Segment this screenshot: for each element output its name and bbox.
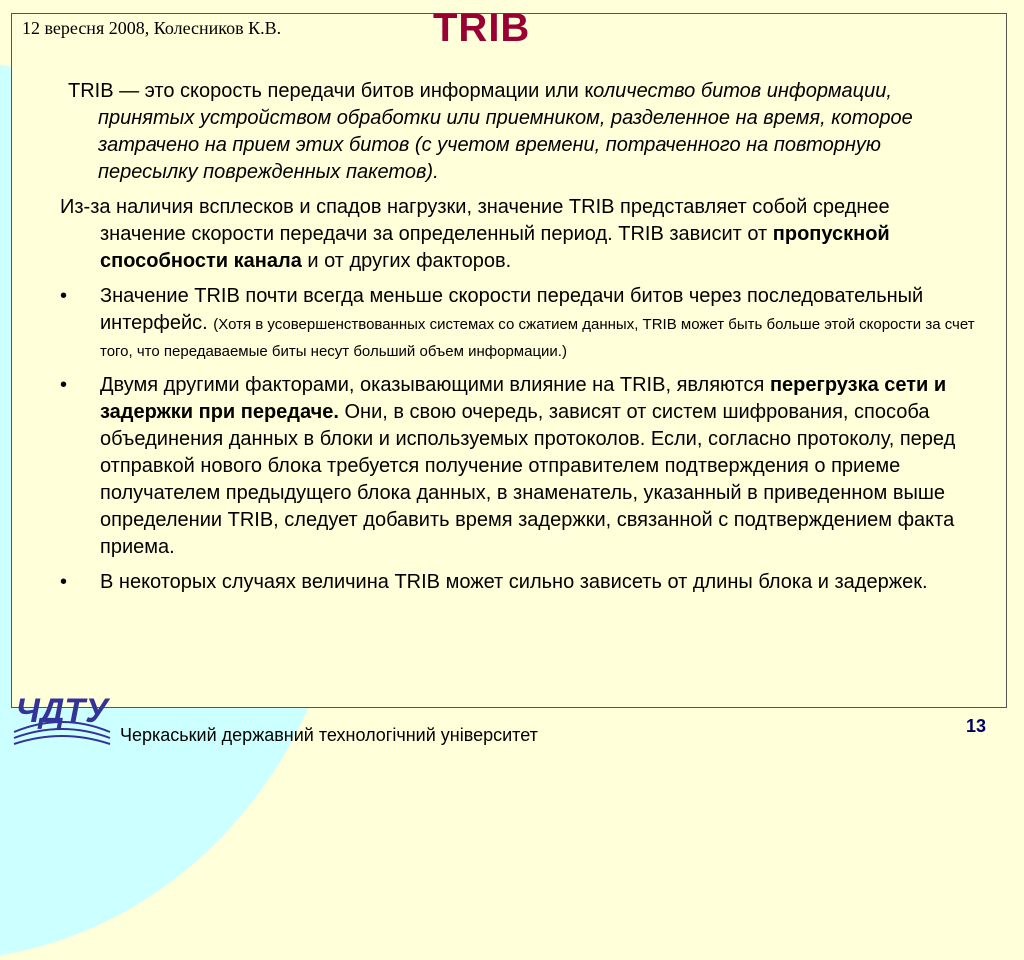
bullet-2-part1: Двумя другими факторами, оказывающими влияние на TRIB, являются <box>100 374 770 396</box>
definition-italic: оличество битов информации, принятых устройством обработки или приемником, разделенное на время, которое затрачено на прием этих битов (с учетом времени, потраченного на повторную пересылку поврежденных пакетов). <box>98 80 913 183</box>
bullet-2-part2: Они, в свою очередь, зависят от систем шифрования, способа объединения данных в блоки и используемых протоколов. Если, согласно протоколу, перед отправкой нового блока требуется получение отправителем подтверждения о приеме получателем предыдущего блока данных, в знаменатель, указанный в приведенном выше определении TRIB, следует добавить время задержки, связанной с подтверждением факта приема. <box>100 401 956 558</box>
slide-content <box>60 78 980 604</box>
definition-paragraph <box>60 78 980 186</box>
paragraph-load-bold: пропускной способности канала <box>100 223 890 272</box>
bullet-mark: • <box>60 571 68 593</box>
university-logo-icon <box>12 682 112 748</box>
bullet-3-text: В некоторых случаях величина TRIB может сильно зависеть от длины блока и задержек. <box>100 571 928 593</box>
paragraph-load-part1: Из-за наличия всплесков и спадов нагрузки, значение TRIB представляет собой среднее значение скорости передачи за определенный период. TRIB зависит от <box>60 196 890 245</box>
bullet-1-note: (Хотя в усовершенствованных системах со сжатием данных, TRIB может быть больше этой скорости за счет того, что передаваемые биты несут больший объем информации.) <box>100 316 975 360</box>
bullet-mark: • <box>60 374 68 396</box>
definition-normal: TRIB — это скорость передачи битов информации или к <box>68 80 594 102</box>
bullet-item-2 <box>60 372 980 561</box>
bullet-item-1 <box>60 283 980 364</box>
slide-title: TRIB <box>433 6 531 50</box>
university-name: Черкаський державний технологічний університет <box>120 725 538 745</box>
bullet-item-3 <box>60 569 980 596</box>
bullet-mark: • <box>60 285 68 307</box>
page-number: 13 <box>966 716 987 736</box>
paragraph-load <box>0 194 980 275</box>
date-author: 12 вересня 2008, Колесников К.В. <box>22 18 282 38</box>
bullet-2-bold: перегрузка сети и задержки при передаче. <box>100 374 947 423</box>
paragraph-load-part2: и от других факторов. <box>301 250 512 272</box>
logo-text: ЧДТУ <box>15 692 109 730</box>
bullet-1-text: Значение TRIB почти всегда меньше скорости передачи битов через последовательный интерфейс. <box>100 285 924 334</box>
